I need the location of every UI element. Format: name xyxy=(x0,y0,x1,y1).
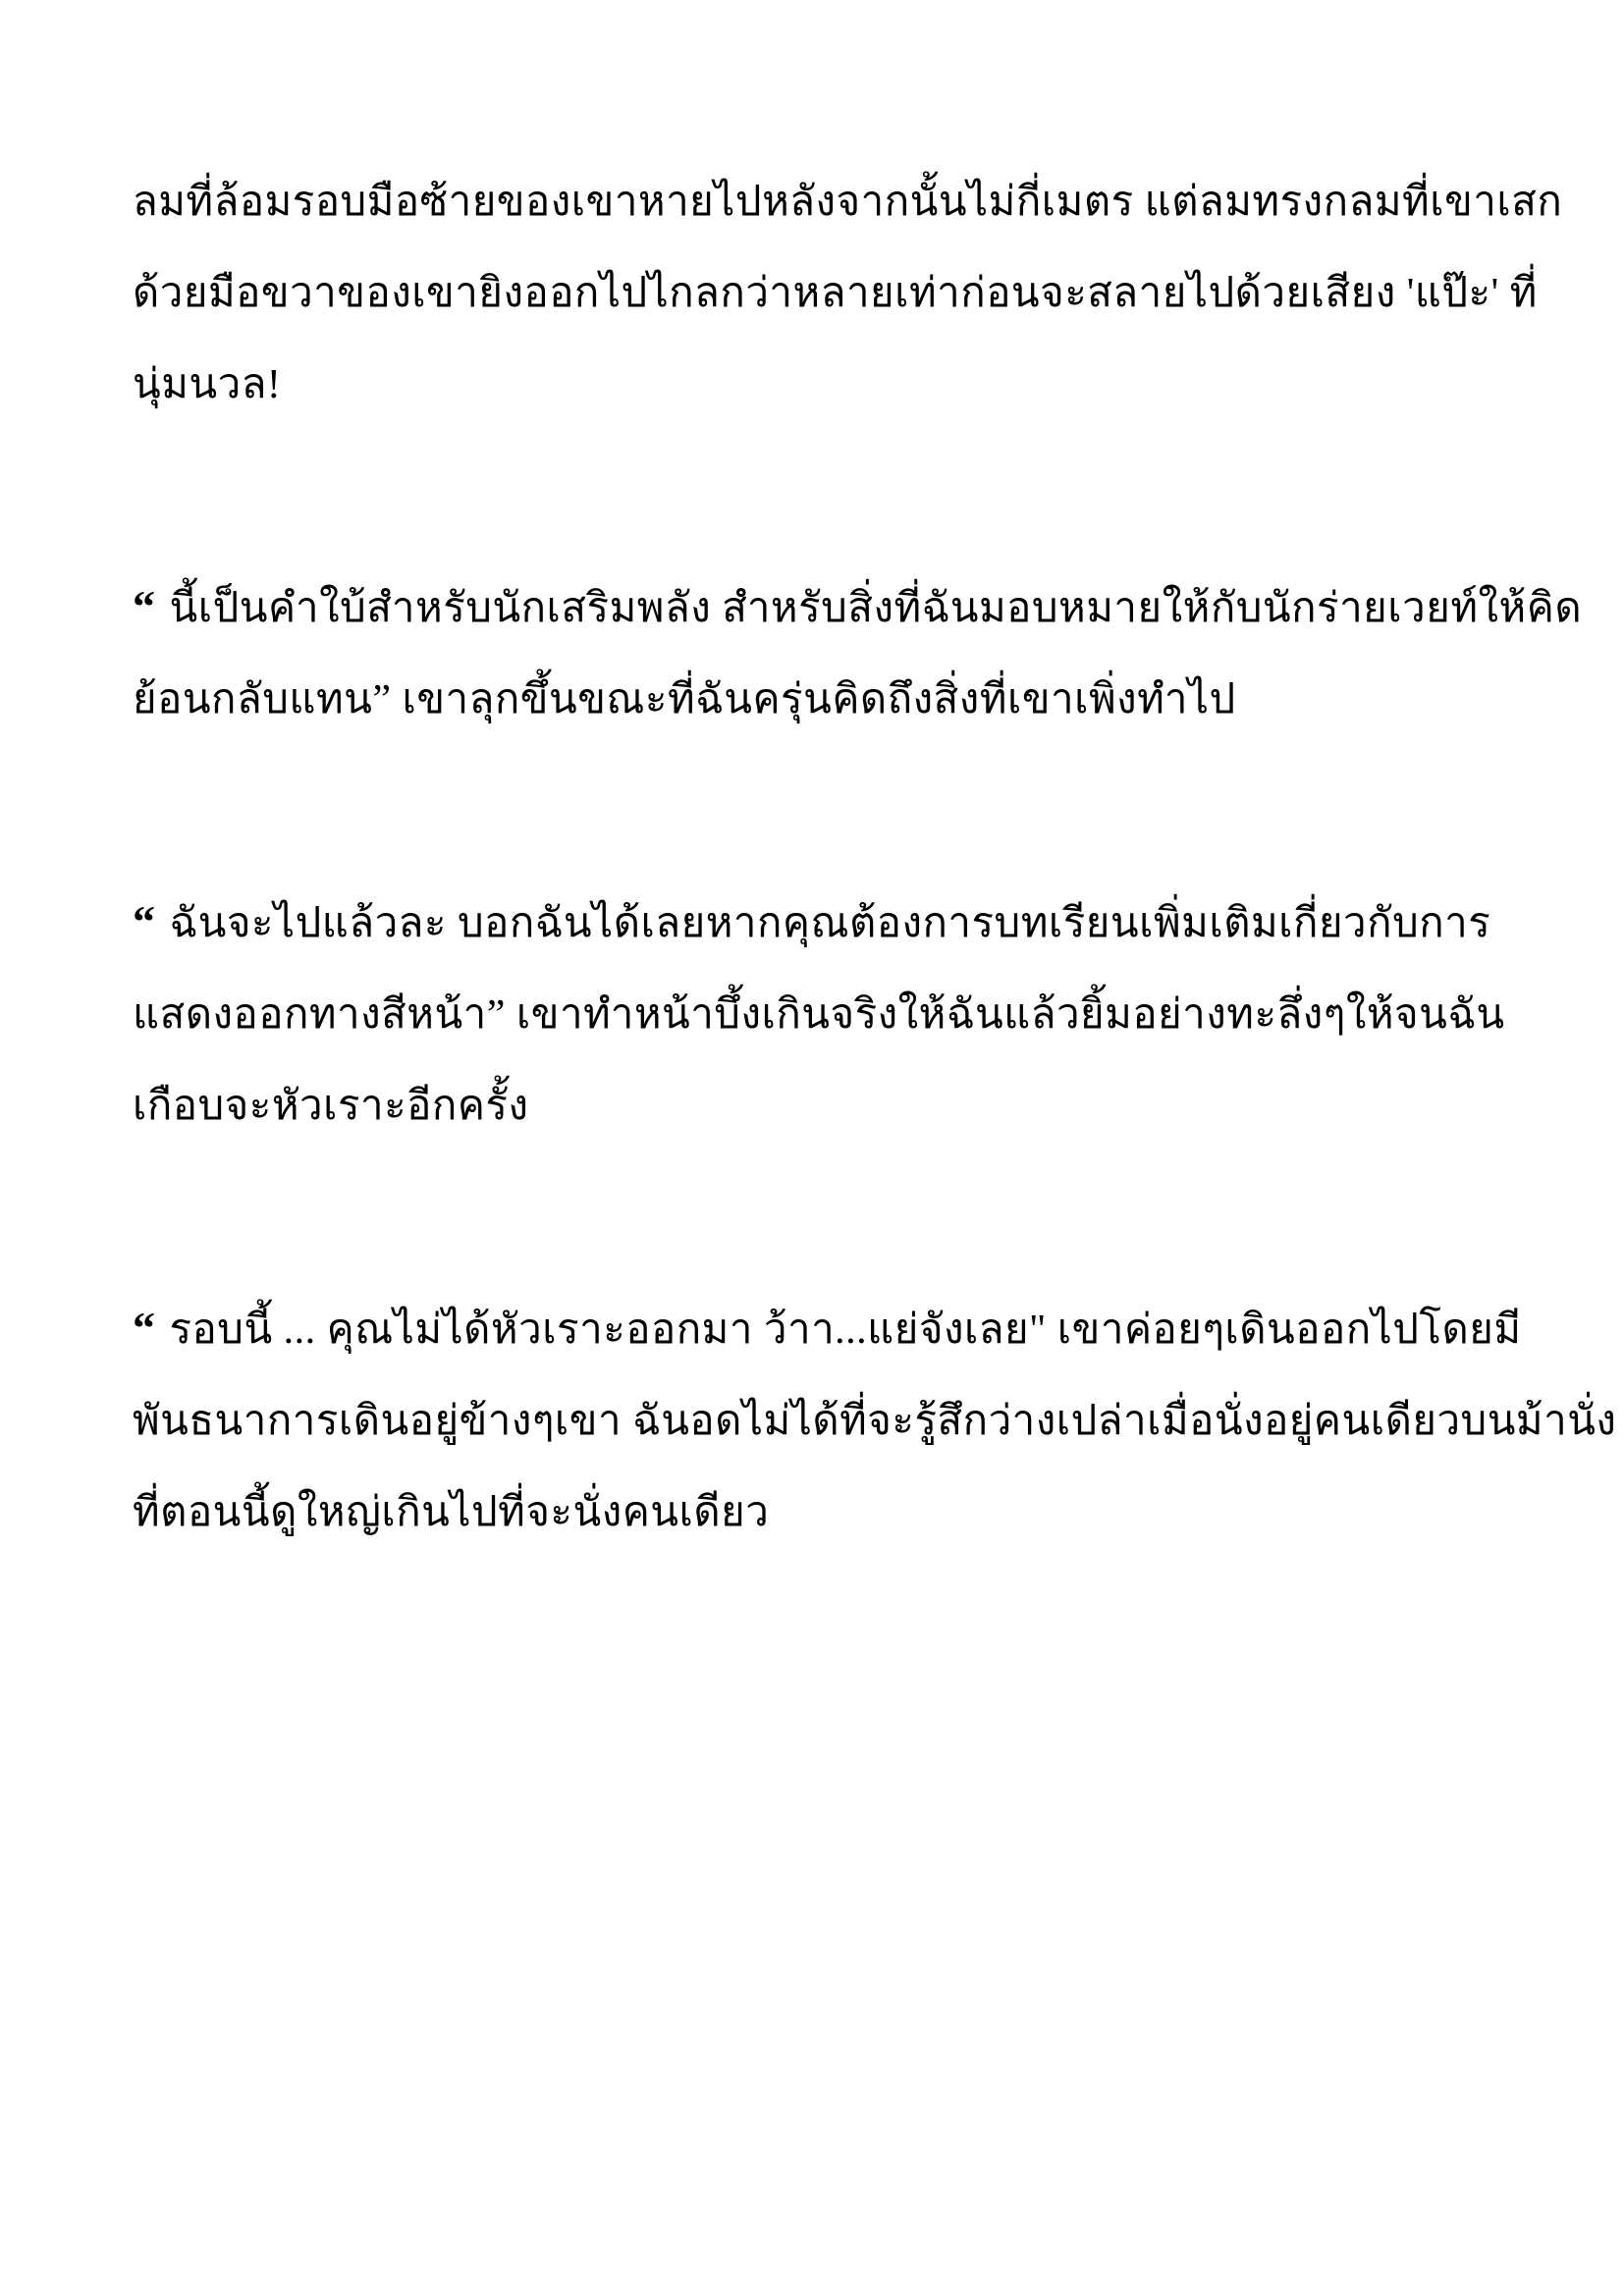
open-quote: “ xyxy=(133,896,156,946)
text-line: เกือบจะหัวเราะอีกครั้ง xyxy=(133,1084,529,1129)
text-line: นุ่มนวล! xyxy=(133,362,282,407)
text-line: ที่ตอนนี้ดูใหญ่เกินไปที่จะนั่งคนเดียว xyxy=(133,1490,770,1535)
text-line-content: นี้เป็นคำใบ้สำหรับนักเสริมพลัง สำหรับสิ่งที่ฉันมอบหมายให้กับนักร่ายเวยท์ให้คิด xyxy=(169,586,1583,631)
text-line: พันธนาการเดินอยู่ข้างๆเขา ฉันอดไม่ได้ที่จะรู้สึกว่างเปล่าเมื่อนั่งอยู่คนเดียวบนม้านั่ง xyxy=(133,1399,1617,1444)
paragraph-3 xyxy=(133,876,1505,1152)
paragraph-4 xyxy=(133,1282,1617,1559)
text-line-content: รอบนี้ ... คุณไม่ได้หัวเราะออกมา ว้าา...แย่จังเลย" เขาค่อยๆเดินออกไปโดยมี xyxy=(169,1308,1522,1353)
text-line-content: ฉันจะไปแล้วละ บอกฉันได้เลยหากคุณต้องการบทเรียนเพิ่มเติมเกี่ยวกับการ xyxy=(169,901,1491,946)
paragraph-1 xyxy=(133,157,1563,431)
text-line xyxy=(133,561,1583,655)
paragraph-2 xyxy=(133,561,1583,746)
text-line xyxy=(133,876,1496,970)
open-quote: “ xyxy=(133,581,156,631)
text-line: ลมที่ล้อมรอบมือซ้ายของเขาหายไปหลังจากนั้นไม่กี่เมตร แต่ลมทรงกลมที่เขาเสก xyxy=(133,180,1563,225)
text-line: ด้วยมือขวาของเขายิงออกไปไกลกว่าหลายเท่าก่อนจะสลายไปด้วยเสียง 'แป๊ะ' ที่ xyxy=(133,271,1538,316)
text-line xyxy=(133,1282,1522,1376)
text-line: ย้อนกลับแทน” เขาลุกขึ้นขณะที่ฉันครุ่นคิดถึงสิ่งที่เขาเพิ่งทำไป xyxy=(133,677,1236,722)
open-quote: “ xyxy=(133,1303,156,1353)
text-line: แสดงออกทางสีหน้า” เขาทำหน้าบึ้งเกินจริงให้ฉันแล้วยิ้มอย่างทะลึ่งๆให้จนฉัน xyxy=(133,992,1505,1038)
